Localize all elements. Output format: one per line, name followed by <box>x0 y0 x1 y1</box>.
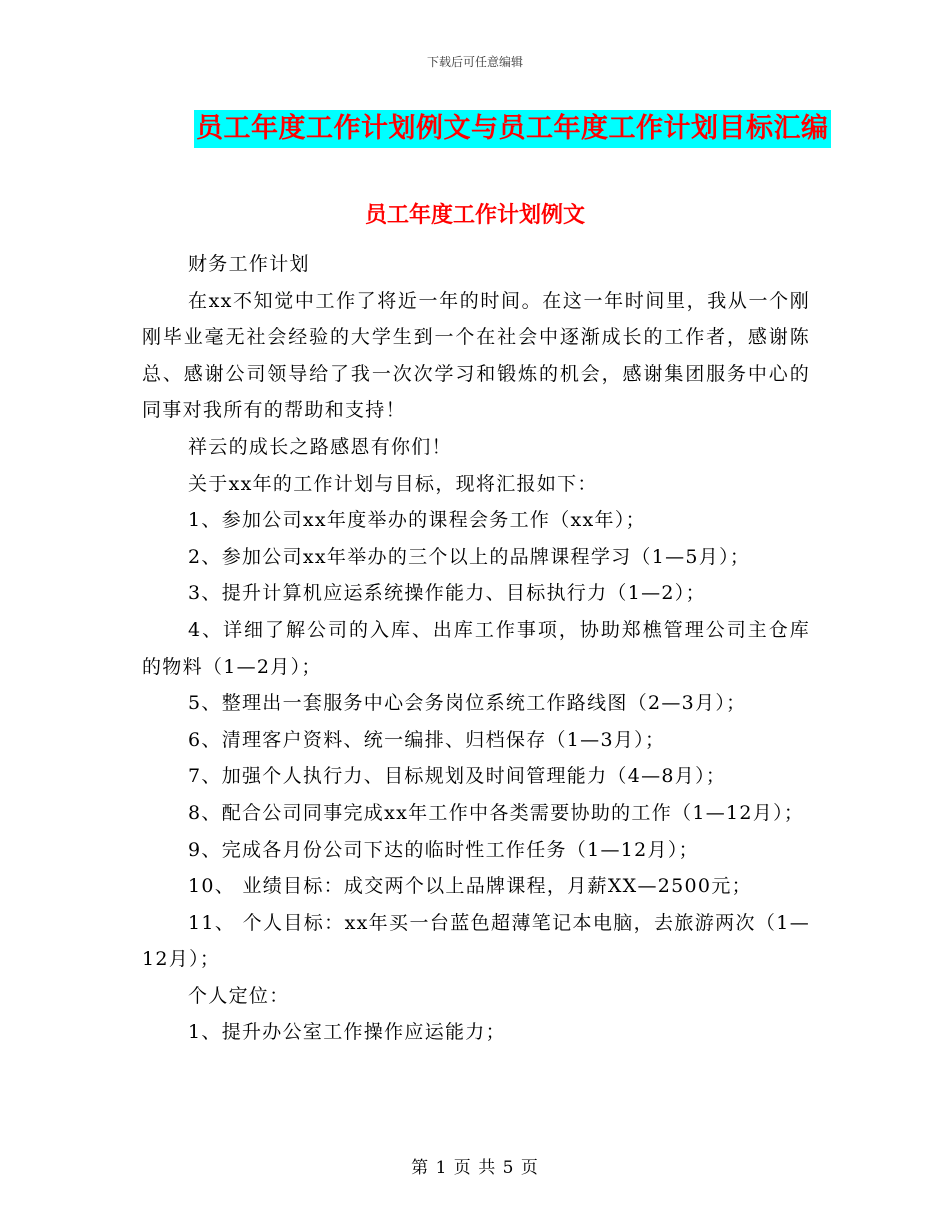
list-item: 1、提升办公室工作操作应运能力； <box>188 1021 506 1044</box>
header-note: 下载后可任意编辑 <box>426 55 523 69</box>
document-body <box>142 246 810 1051</box>
list-item: 10、 业绩目标：成交两个以上品牌课程，月薪XX—2500元； <box>188 875 752 898</box>
page-footer: 第 1 页 共 5 页 <box>411 1158 539 1178</box>
paragraph: 在xx不知觉中工作了将近一年的时间。在这一年时间里，我从一个刚刚毕业毫无社会经验的大学生到一个在社会中逐渐成长的工作者，感谢陈总、感谢公司领导给了我一次次学习和锻炼的机会，感谢集团服务中心的同事对我所有的帮助和支持！ <box>142 289 810 422</box>
paragraph: 个人定位： <box>188 984 290 1007</box>
list-item: 1、参加公司xx年度举办的课程会务工作（xx年）； <box>188 509 646 532</box>
sub-title: 员工年度工作计划例文 <box>364 202 585 228</box>
list-item: 2、参加公司xx年举办的三个以上的品牌课程学习（1—5月）； <box>188 545 751 568</box>
list-item: 7、加强个人执行力、目标规划及时间管理能力（4—8月）； <box>188 765 727 788</box>
list-item: 5、整理出一套服务中心会务岗位系统工作路线图（2—3月）； <box>188 692 747 715</box>
list-item: 3、提升计算机应运系统操作能力、目标执行力（1—2）； <box>188 582 706 605</box>
paragraph: 财务工作计划 <box>188 253 310 275</box>
main-title: 员工年度工作计划例文与员工年度工作计划目标汇编 <box>194 110 831 148</box>
list-item: 6、清理客户资料、统一编排、归档保存（1—3月）； <box>188 728 666 751</box>
list-item: 8、配合公司同事完成xx年工作中各类需要协助的工作（1—12月）； <box>188 801 805 824</box>
list-item: 4、详细了解公司的入库、出库工作事项，协助郑樵管理公司主仓库的物料（1—2月）； <box>142 618 810 678</box>
list-item: 9、完成各月份公司下达的临时性工作任务（1—12月）； <box>188 838 699 861</box>
paragraph: 关于xx年的工作计划与目标，现将汇报如下： <box>188 472 598 495</box>
paragraph: 祥云的成长之路感恩有你们！ <box>188 435 452 458</box>
list-item: 11、 个人目标：xx年买一台蓝色超薄笔记本电脑，去旅游两次（1—12月）； <box>142 911 810 971</box>
main-title-container <box>194 110 831 148</box>
